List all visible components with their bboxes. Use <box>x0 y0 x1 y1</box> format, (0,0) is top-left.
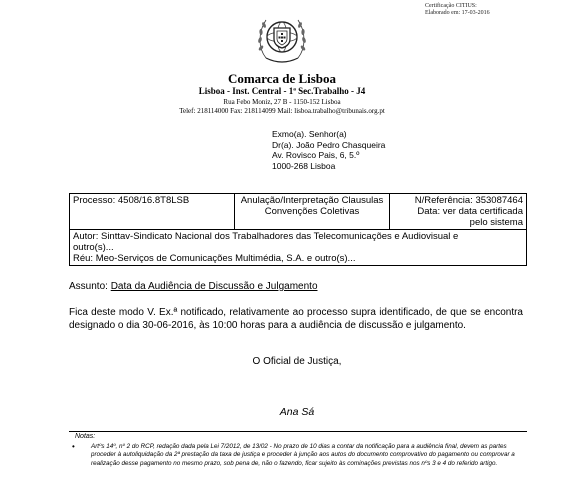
certification-stamp <box>425 3 490 17</box>
parties-cell <box>70 230 527 266</box>
court-contacts: Telef: 218114000 Fax: 218114099 Mail: lisboa.trabalho@tribunais.org.pt <box>179 107 385 115</box>
court-division: Lisboa - Inst. Central - 1ª Sec.Trabalho - J4 <box>198 86 366 96</box>
certified-date-note: Data: ver data certificada <box>417 206 523 217</box>
case-subject-line: Convenções Coletivas <box>264 206 360 217</box>
recipient-block <box>272 129 385 171</box>
subject-label: Assunto: <box>69 281 108 292</box>
case-info-table <box>69 193 527 266</box>
notes-bullet-icon: • <box>72 442 75 451</box>
elaboration-date: Elaborado em: 17-03-2016 <box>425 10 490 16</box>
notification-paragraph: Fica deste modo V. Ex.ª notificado, relativamente ao processo supra identificado, de que se encontra designado o dia 30-06-2016, às 10:00 horas para a audiência de discussão e julgamento. <box>69 307 523 331</box>
subject-value: Data da Audiência de Discussão e Julgamento <box>110 281 318 292</box>
case-subject-cell <box>235 194 390 230</box>
certification-line: Certificação CITIUS: <box>425 3 477 9</box>
author-party: Autor: Sinttav-Sindicato Nacional dos Trabalhadores das Telecomunicações e Audiovisual e <box>73 231 459 242</box>
reference-number: N/Referência: 353087464 <box>414 195 523 206</box>
case-subject-line: Anulação/Interpretação Clausulas <box>240 195 384 206</box>
author-party-continuation: outro(s)... <box>73 242 114 253</box>
recipient-street: Av. Rovisco Pais, 6, 5.º <box>272 150 360 160</box>
process-number-cell <box>70 194 235 230</box>
notes-title: Notas: <box>75 433 96 440</box>
signer-name: Ana Sá <box>279 406 315 418</box>
court-address: Rua Febo Moniz, 27 B - 1150-152 Lisboa <box>223 98 341 106</box>
notes-text: Artºs 14º, nº 2 do RCP, redação dada pela Lei 7/2012, de 13/02 - No prazo de 10 dias a contar da notificação para a audiência final, devem as partes proceder à autoliquidação da 2ª prestação da taxa de justiça e proceder à junção aos autos do documento comprovativo do pagamento ou comprovar a realização desse pagamento no mesmo prazo, sob pena de, não o fazendo, ficar sujeito às cominações previstas nos nºs 3 e 4 do referido artigo. <box>91 443 515 467</box>
recipient-salutation: Exmo(a). Senhor(a) <box>272 129 347 139</box>
signer-role: O Oficial de Justiça, <box>252 356 342 367</box>
parties-row <box>70 230 527 266</box>
process-number: Processo: 4508/16.8T8LSB <box>73 195 190 206</box>
certified-date-note: pelo sistema <box>469 217 523 228</box>
notes-divider <box>69 431 527 432</box>
recipient-name: Dr(a). João Pedro Chasqueira <box>272 139 386 150</box>
case-info-row <box>70 194 527 230</box>
court-name: Comarca de Lisboa <box>227 71 337 86</box>
subject-line <box>69 281 318 292</box>
coat-of-arms-icon <box>252 8 312 70</box>
recipient-postal: 1000-268 Lisboa <box>272 160 336 171</box>
reference-cell <box>390 194 527 230</box>
defendant-party: Réu: Meo-Serviços de Comunicações Multimédia, S.A. e outro(s)... <box>73 253 356 264</box>
